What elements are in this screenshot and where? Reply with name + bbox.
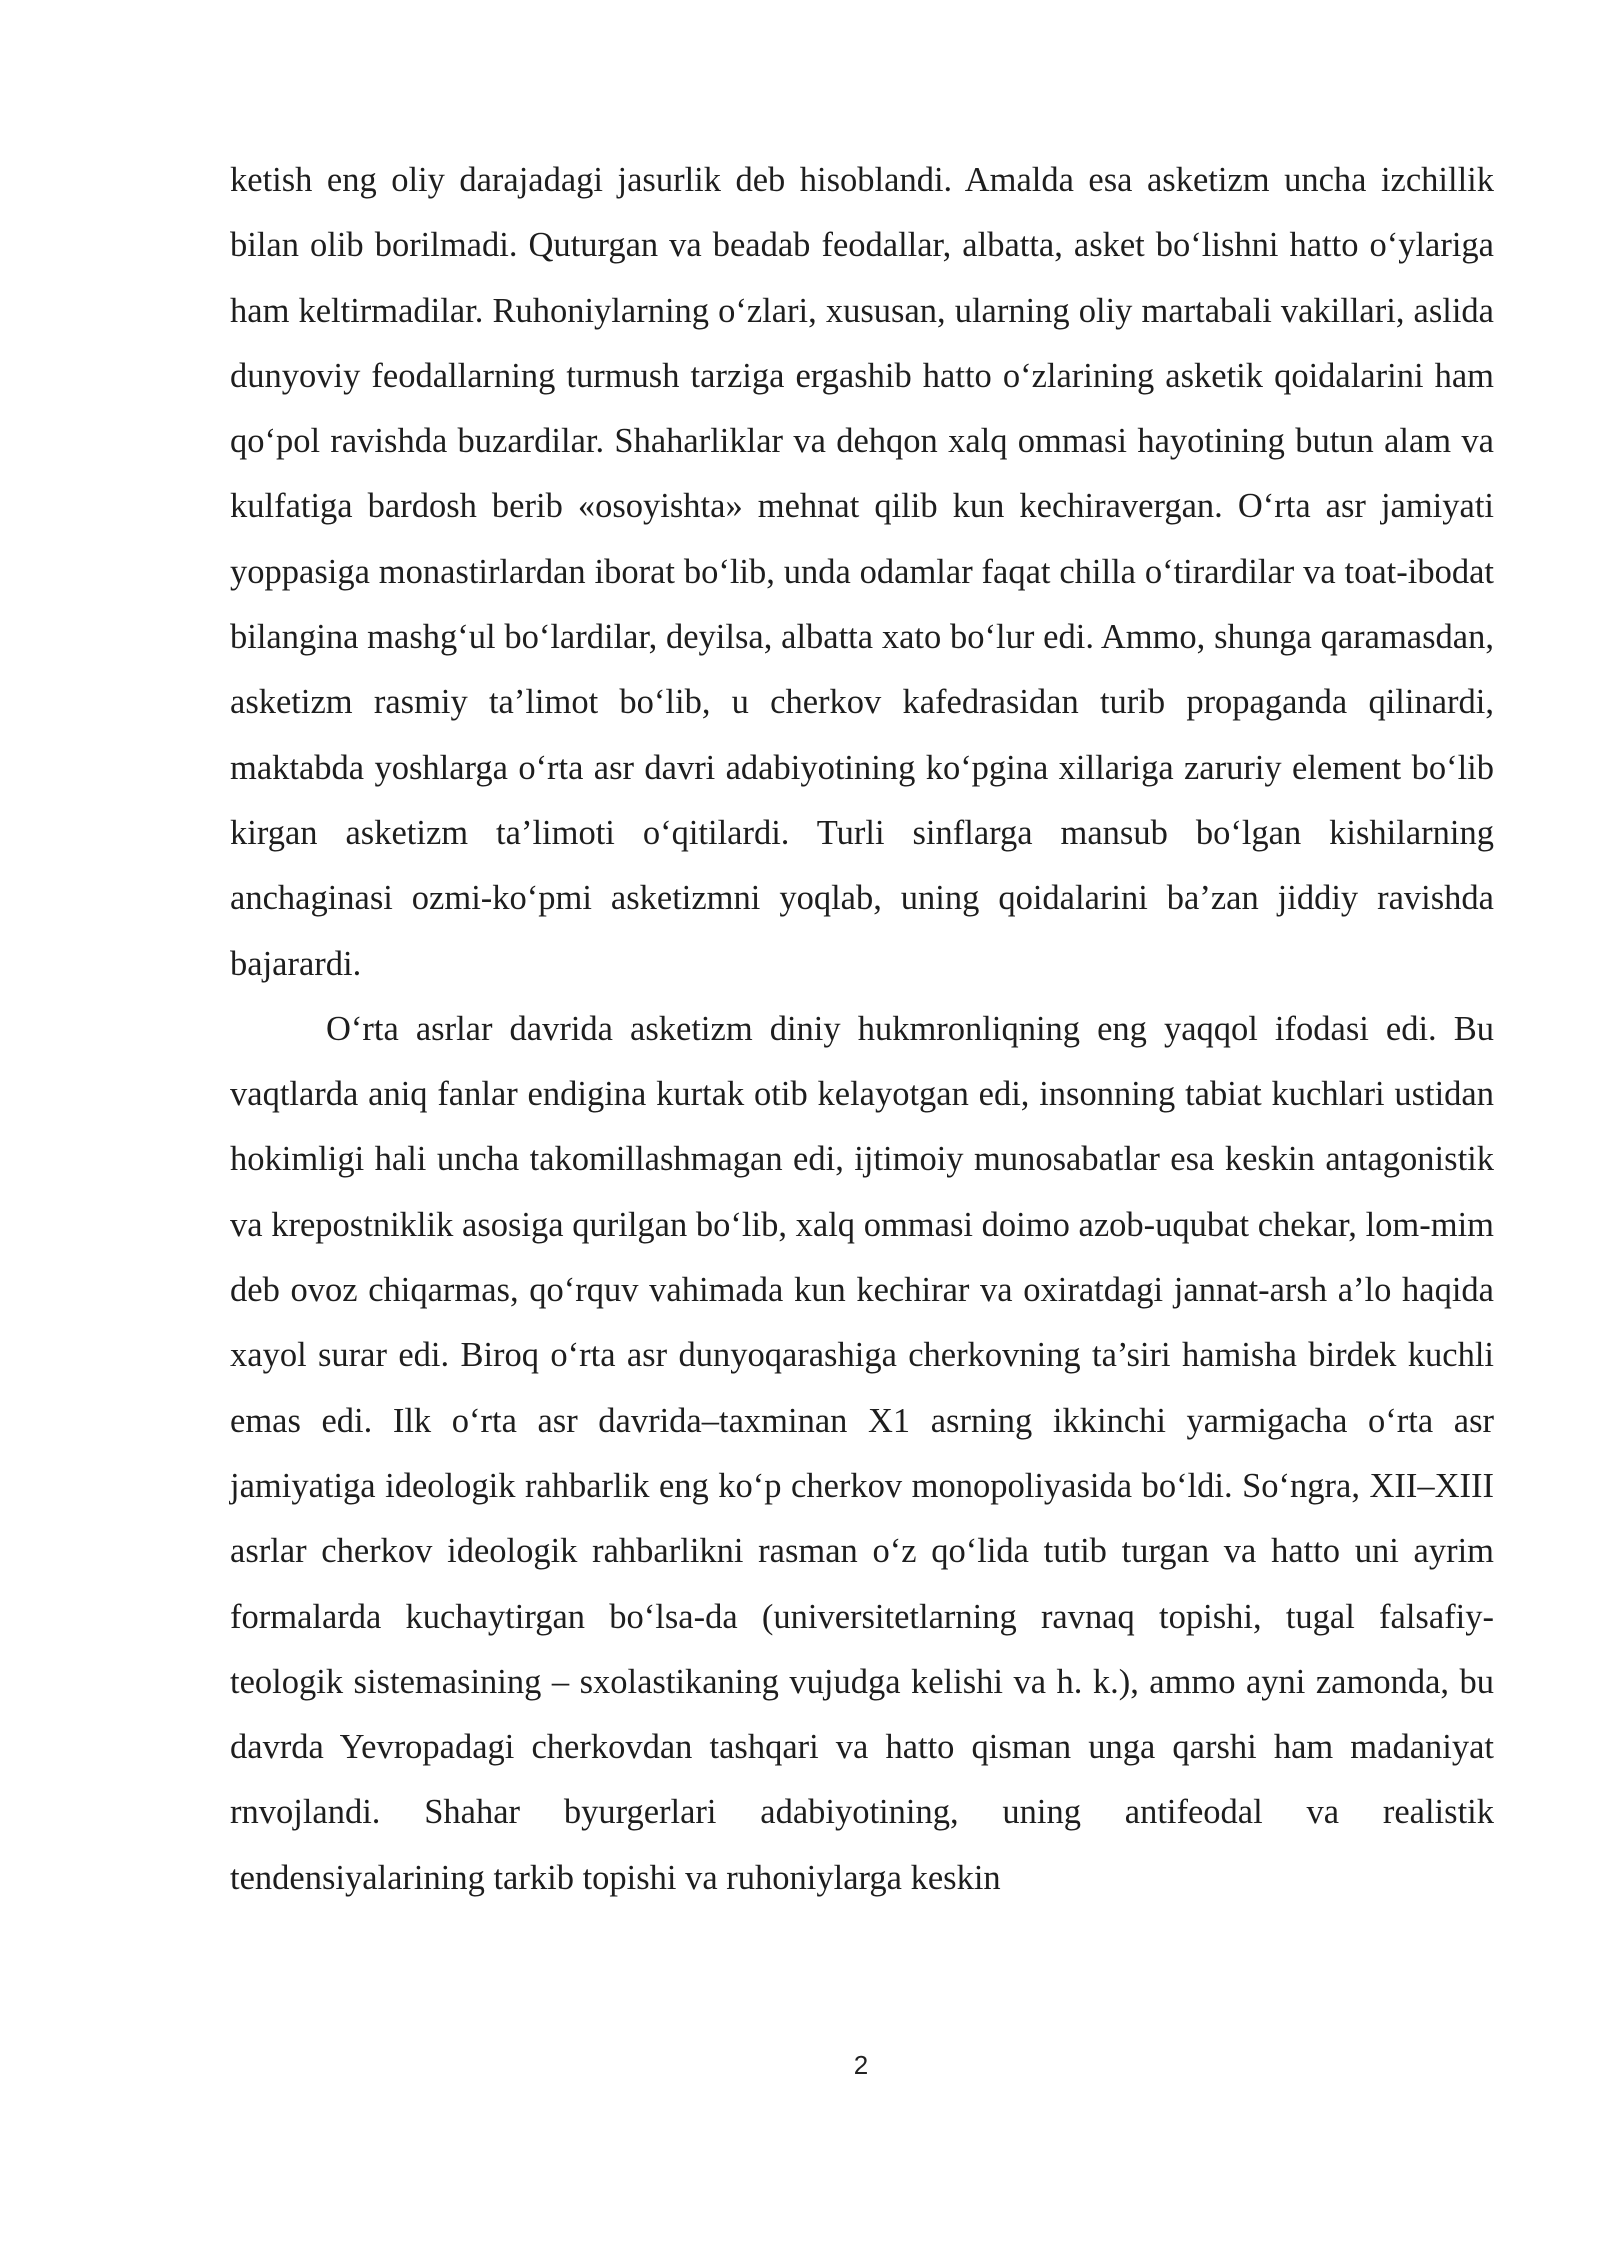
paragraph-continuation: ketish eng oliy darajadagi jasurlik deb hisoblandi. Amalda esa asketizm uncha izchillik bilan olib borilmadi. Quturgan va beadab feodallar, albatta, asket bo‘lishni hatto o‘ylariga ham keltirmadilar. Ruhoniylarning o‘zlari, xususan, ularning oliy martabali vakillari, aslida dunyoviy feodallarning turmush tarziga ergashib hatto o‘zlarining asketik qoidalarini ham qo‘pol ravishda buzardilar. Shaharliklar va dehqon xalq ommasi hayotining butun alam va kulfatiga bardosh berib «osoyishta» mehnat qilib kun kechiravergan. O‘rta asr jamiyati yoppasiga monastirlardan iborat bo‘lib, unda odamlar faqat chilla o‘tirardilar va toat-ibodat bilangina mashg‘ul bo‘lardilar, deyilsa, albatta xato bo‘lur edi. Ammo, shunga qaramasdan, asketizm rasmiy ta’limot bo‘lib, u cherkov kafedrasidan turib propaganda qilinardi, maktabda yoshlarga o‘rta asr davri adabiyotining ko‘pgina xillariga zaruriy element bo‘lib kirgan asketizm ta’limoti o‘qitilardi. Turli sinflarga mansub bo‘lgan kishilarning anchaginasi ozmi-ko‘pmi asketizmni yoqlab, uning qoidalarini ba’zan jiddiy ravishda bajarardi. [230,161,1494,983]
page-number: 2 [853,2050,869,2080]
paragraph-asceticism: O‘rta asrlar davrida asketizm diniy hukmronliqning eng yaqqol ifodasi edi. Bu vaqtlarda aniq fanlar endigina kurtak otib kelayotgan edi, insonning tabiat kuchlari ustidan hokimligi hali uncha takomillashmagan edi, ijtimoiy munosabatlar esa keskin antagonistik va krepostniklik asosiga qurilgan bo‘lib, xalq ommasi doimo azob-uqubat chekar, lom-mim deb ovoz chiqarmas, qo‘rquv vahimada kun kechirar va oxiratdagi jannat-arsh a’lo haqida xayol surar edi. Biroq o‘rta asr dunyoqarashiga cherkovning ta’siri hamisha birdek kuchli emas edi. Ilk o‘rta asr davrida–taxminan X1 asrning ikkinchi yarmigacha o‘rta asr jamiyatiga ideologik rahbarlik eng ko‘p cherkov monopoliyasida bo‘ldi. So‘ngra, XII–XIII asrlar cherkov ideologik rahbarlikni rasman o‘z qo‘lida tutib turgan va hatto uni ayrim formalarda kuchaytirgan bo‘lsa-da (universitetlarning ravnaq topishi, tugal falsafiy-teologik sistemasining – sxolastikaning vujudga kelishi va h. k.), ammo ayni zamonda, bu davrda Yevropadagi cherkovdan tashqari va hatto qisman unga qarshi ham madaniyat rnvojlandi. Shahar byurgerlari adabiyotining, uning antifeodal va realistik tendensiyalarining tarkib topishi va ruhoniylarga keskin [230,1009,1494,1897]
body-text [230,148,1494,1911]
